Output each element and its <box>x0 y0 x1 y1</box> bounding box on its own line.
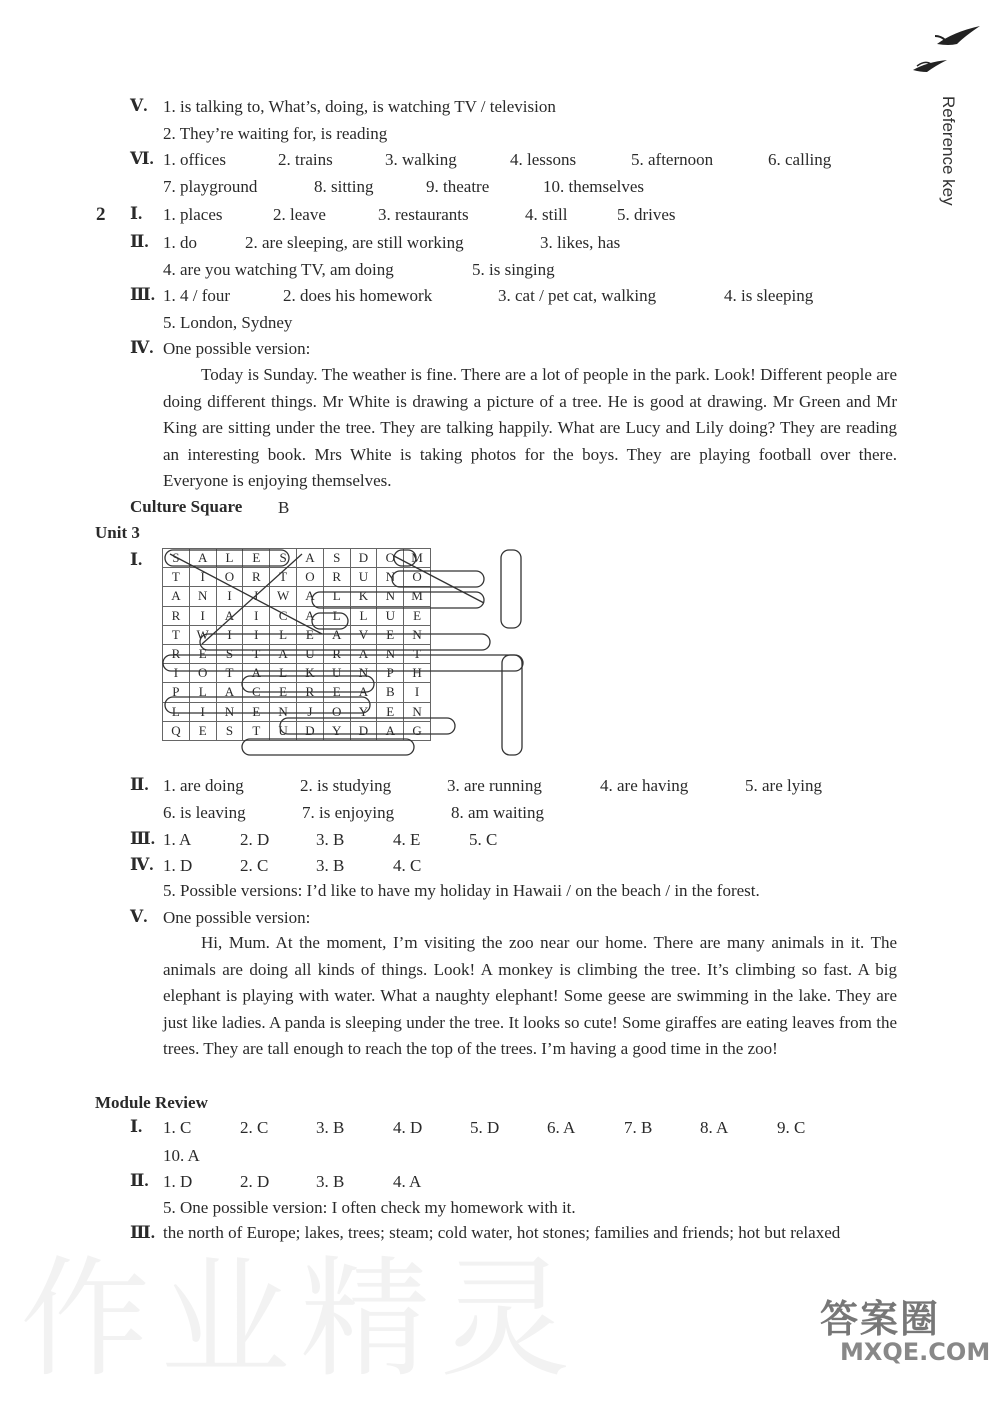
grid-letter: L <box>350 606 377 625</box>
answer-item: 1. are doing <box>163 776 244 795</box>
answer-item: 2. is studying <box>300 776 392 795</box>
section-i-number: Ⅰ. <box>130 1117 143 1136</box>
answer-item: 5. afternoon <box>631 150 714 169</box>
grid-letter: P <box>163 683 190 702</box>
answer-item: 5. are lying <box>745 776 822 795</box>
grid-letter: N <box>377 587 404 606</box>
answer-item: 2. D <box>240 1172 270 1191</box>
grid-letter: E <box>377 702 404 721</box>
answer-item: 4. A <box>393 1172 422 1191</box>
grid-letter: I <box>404 683 431 702</box>
grid-letter: Q <box>163 721 190 740</box>
answer-line: 1. is talking to, What’s, doing, is watching TV / television <box>163 97 556 116</box>
grid-letter: N <box>189 587 216 606</box>
grid-letter: O <box>377 549 404 568</box>
answer-item: 2. trains <box>278 150 333 169</box>
grid-letter: I <box>216 625 243 644</box>
grid-letter: L <box>323 587 350 606</box>
grid-letter: G <box>404 721 431 740</box>
grid-letter: E <box>377 625 404 644</box>
grid-letter: E <box>270 683 297 702</box>
grid-letter: I <box>163 664 190 683</box>
grid-letter: L <box>216 549 243 568</box>
grid-letter: D <box>350 549 377 568</box>
answer-item: 1. A <box>163 830 192 849</box>
grid-letter: Y <box>350 702 377 721</box>
grid-letter: T <box>163 568 190 587</box>
answer-item: 3. B <box>316 1172 345 1191</box>
grid-letter: I <box>216 587 243 606</box>
section-v-number: Ⅴ. <box>130 96 148 115</box>
module-review-heading: Module Review <box>95 1093 208 1112</box>
unit-title: Unit 3 <box>95 523 140 542</box>
answer-item: 7. is enjoying <box>302 803 395 822</box>
answer-item: 4. still <box>525 205 568 224</box>
answer-item: 2. does his homework <box>283 286 433 305</box>
grid-letter: A <box>296 606 323 625</box>
grid-letter: R <box>163 606 190 625</box>
grid-letter: J <box>296 702 323 721</box>
grid-letter: L <box>189 683 216 702</box>
grid-letter: W <box>189 625 216 644</box>
answer-item: 1. D <box>163 856 193 875</box>
answer-item: 4. lessons <box>510 150 577 169</box>
section-i-number: Ⅰ. <box>130 550 143 569</box>
answer-item: 10. themselves <box>543 177 645 196</box>
grid-letter: U <box>350 568 377 587</box>
grid-letter: E <box>189 644 216 663</box>
answer-item: 3. likes, has <box>540 233 621 252</box>
grid-letter: A <box>189 549 216 568</box>
site-logo <box>800 1288 990 1368</box>
grid-letter: Y <box>323 721 350 740</box>
answer-item: 2. D <box>240 830 270 849</box>
grid-letter: T <box>216 664 243 683</box>
grid-letter: S <box>216 721 243 740</box>
section-i-number: Ⅰ. <box>130 204 143 223</box>
answer-item: 7. playground <box>163 177 258 196</box>
answer-item: 1. do <box>163 233 197 252</box>
answer-item: 9. theatre <box>426 177 490 196</box>
grid-letter: A <box>243 664 270 683</box>
grid-letter: M <box>404 549 431 568</box>
grid-letter: L <box>270 664 297 683</box>
answer-item: 1. D <box>163 1172 193 1191</box>
grid-letter: T <box>163 625 190 644</box>
section-iv-number: Ⅳ. <box>130 338 154 357</box>
answer-line: 2. They’re waiting for, is reading <box>163 124 388 143</box>
culture-square-heading: Culture Square <box>130 497 243 516</box>
grid-letter: D <box>296 721 323 740</box>
grid-letter: I <box>243 625 270 644</box>
grid-letter: N <box>404 702 431 721</box>
answer-item: 6. calling <box>768 150 832 169</box>
word-search-marks <box>162 548 532 763</box>
section-ii-number: Ⅱ. <box>130 775 149 794</box>
section-v-number: Ⅴ. <box>130 907 148 926</box>
grid-letter: V <box>350 625 377 644</box>
grid-letter: O <box>189 664 216 683</box>
grid-letter: K <box>296 664 323 683</box>
answer-item: 4. C <box>393 856 422 875</box>
grid-letter: T <box>270 568 297 587</box>
grid-letter: L <box>270 625 297 644</box>
grid-letter: O <box>216 568 243 587</box>
grid-letter: S <box>163 549 190 568</box>
grid-letter: N <box>350 664 377 683</box>
section-iii-number: Ⅲ. <box>130 1223 155 1242</box>
grid-letter: I <box>189 568 216 587</box>
grid-letter: R <box>163 644 190 663</box>
grid-letter: N <box>216 702 243 721</box>
answer-item: 3. B <box>316 1118 345 1137</box>
answer-item: 2. C <box>240 1118 269 1137</box>
grid-letter: O <box>404 568 431 587</box>
answer-item: 3. cat / pet cat, walking <box>498 286 657 305</box>
answer-item: 2. are sleeping, are still working <box>245 233 464 252</box>
grid-letter: I <box>243 606 270 625</box>
grid-letter: I <box>189 606 216 625</box>
answer-item: 1. C <box>163 1118 192 1137</box>
answer-paragraph: the north of Europe; lakes, trees; steam; cold water, hot stones; families and friends; hot but relaxed <box>163 1223 841 1242</box>
grid-letter: E <box>189 721 216 740</box>
answer-intro: One possible version: <box>163 339 311 358</box>
grid-letter: E <box>243 549 270 568</box>
grid-letter: H <box>404 664 431 683</box>
grid-letter: D <box>350 721 377 740</box>
grid-letter: A <box>323 625 350 644</box>
watermark-text: 作业精灵 <box>20 1243 581 1395</box>
section-vi-number: Ⅵ. <box>130 149 154 168</box>
answer-line: 5. One possible version: I often check my homework with it. <box>163 1198 576 1217</box>
answer-item: 2. C <box>240 856 269 875</box>
grid-letter: O <box>296 568 323 587</box>
answer-item: 8. A <box>700 1118 729 1137</box>
answer-item: 1. offices <box>163 150 226 169</box>
grid-letter: A <box>270 644 297 663</box>
answer-item: 1. 4 / four <box>163 286 231 305</box>
answer-intro: One possible version: <box>163 908 311 927</box>
grid-letter: N <box>270 702 297 721</box>
grid-letter: L <box>323 606 350 625</box>
section-side-label: Reference key <box>939 96 958 206</box>
grid-letter: A <box>216 683 243 702</box>
grid-letter: A <box>163 587 190 606</box>
section-ii-number: Ⅱ. <box>130 1171 149 1190</box>
grid-letter: A <box>350 683 377 702</box>
answer-item: 4. D <box>393 1118 423 1137</box>
grid-letter: R <box>243 568 270 587</box>
answer-item: 5. London, Sydney <box>163 313 293 332</box>
grid-letter: S <box>270 549 297 568</box>
grid-letter: U <box>296 644 323 663</box>
grid-letter: B <box>377 683 404 702</box>
grid-letter: R <box>323 644 350 663</box>
answer-item: 3. B <box>316 830 345 849</box>
grid-letter: S <box>216 644 243 663</box>
answer-item: 3. walking <box>385 150 457 169</box>
answer-item: 3. are running <box>447 776 542 795</box>
unit-number-mark: 2 <box>96 204 106 225</box>
answer-item: 1. places <box>163 205 223 224</box>
logo-top-text: 答案圈 <box>820 1297 941 1341</box>
grid-letter: C <box>270 606 297 625</box>
answer-item: 6. A <box>547 1118 576 1137</box>
section-iii-number: Ⅲ. <box>130 829 155 848</box>
answer-item: 8. sitting <box>314 177 374 196</box>
answer-item: 5. C <box>469 830 498 849</box>
grid-letter: N <box>377 644 404 663</box>
birds-icon <box>905 22 985 77</box>
grid-letter: U <box>270 721 297 740</box>
answer-item: 4. are you watching TV, am doing <box>163 260 394 279</box>
grid-letter: A <box>216 606 243 625</box>
section-iv-number: Ⅳ. <box>130 855 154 874</box>
grid-letter: T <box>243 644 270 663</box>
grid-letter: I <box>243 587 270 606</box>
grid-letter: T <box>404 644 431 663</box>
answer-item: 5. D <box>470 1118 500 1137</box>
grid-letter: I <box>189 702 216 721</box>
model-essay: Hi, Mum. At the moment, I’m visiting the zoo near our home. There are many animals in it. The animals are doing all kinds of things. Look! A monkey is climbing the tree. It’s climbing so fast. A big elephant is playing with water. What a naughty elephant! Some geese are swimming in the lake. They are just like ladies. A panda is sleeping under the tree. It looks so cute! Some giraffes are eating leaves from the trees. They are tall enough to reach the top of the trees. I’m having a good time in the zoo! <box>163 933 897 1059</box>
answer-item: 6. is leaving <box>163 803 246 822</box>
answer-item: 3. restaurants <box>378 205 469 224</box>
grid-letter: T <box>243 721 270 740</box>
culture-square-answer: B <box>278 498 290 517</box>
grid-letter: P <box>377 664 404 683</box>
grid-letter: W <box>270 587 297 606</box>
answer-item: 2. leave <box>273 205 326 224</box>
answer-item: 4. are having <box>600 776 689 795</box>
grid-letter: A <box>350 644 377 663</box>
grid-letter: R <box>323 568 350 587</box>
grid-letter: N <box>404 625 431 644</box>
section-ii-number: Ⅱ. <box>130 232 149 251</box>
grid-letter: A <box>296 587 323 606</box>
grid-letter: C <box>243 683 270 702</box>
answer-item: 5. drives <box>617 205 676 224</box>
logo-bottom-text: MXQE.COM <box>840 1338 991 1366</box>
grid-letter: A <box>377 721 404 740</box>
grid-letter: A <box>296 549 323 568</box>
grid-letter: R <box>296 683 323 702</box>
grid-letter: N <box>377 568 404 587</box>
grid-letter: U <box>323 664 350 683</box>
answer-item: 4. is sleeping <box>724 286 814 305</box>
answer-item: 8. am waiting <box>451 803 545 822</box>
grid-letter: O <box>323 702 350 721</box>
model-essay: Today is Sunday. The weather is fine. There are a lot of people in the park. Look! Different people are doing different things. Mr White is drawing a picture of a tree. He is good at drawing. Mr Green and Mr King are sitting under the tree. They are talking happily. What are Lucy and Lily doing? They are reading an interesting book. Mrs White is taking photos for the boys. They are playing football over there. Everyone is enjoying themselves. <box>163 365 897 491</box>
grid-letter: K <box>350 587 377 606</box>
grid-letter: E <box>243 702 270 721</box>
answer-item: 4. E <box>393 830 421 849</box>
answer-line: 5. Possible versions: I’d like to have my holiday in Hawaii / on the beach / in the forest. <box>163 881 760 900</box>
grid-letter: M <box>404 587 431 606</box>
grid-letter: E <box>323 683 350 702</box>
section-iii-number: Ⅲ. <box>130 285 155 304</box>
answer-item: 7. B <box>624 1118 653 1137</box>
grid-letter: U <box>377 606 404 625</box>
grid-letter: E <box>404 606 431 625</box>
answer-item: 3. B <box>316 856 345 875</box>
answer-item: 9. C <box>777 1118 806 1137</box>
grid-letter: E <box>296 625 323 644</box>
answer-item: 10. A <box>163 1146 200 1165</box>
answer-item: 5. is singing <box>472 260 555 279</box>
grid-letter: S <box>323 549 350 568</box>
grid-letter: L <box>163 702 190 721</box>
